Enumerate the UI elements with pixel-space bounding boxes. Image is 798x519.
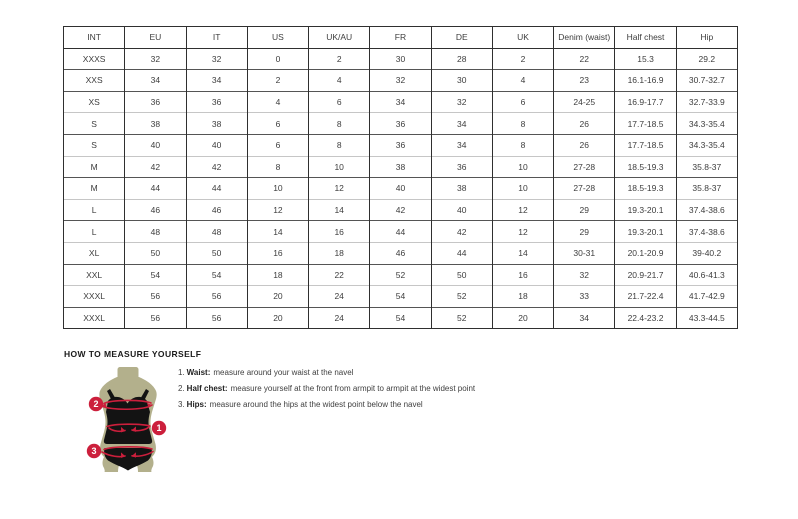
table-cell: 36	[125, 91, 186, 113]
table-cell: 44	[370, 221, 431, 243]
table-cell: 52	[370, 264, 431, 286]
table-cell: L	[64, 221, 125, 243]
table-cell: 50	[431, 264, 492, 286]
table-cell: 12	[247, 199, 308, 221]
table-cell: 52	[431, 307, 492, 329]
table-cell: 37.4-38.6	[676, 221, 737, 243]
table-cell: 16	[309, 221, 370, 243]
table-cell: 22	[309, 264, 370, 286]
table-cell: 24-25	[554, 91, 615, 113]
table-cell: 18	[309, 242, 370, 264]
table-cell: 34	[370, 91, 431, 113]
table-cell: 29.2	[676, 48, 737, 70]
step-label: Waist:	[186, 368, 211, 377]
table-cell: 8	[247, 156, 308, 178]
size-chart-table	[63, 26, 738, 329]
table-cell: 27-28	[554, 178, 615, 200]
table-cell: 20	[492, 307, 553, 329]
chest-badge-number: 2	[93, 399, 99, 410]
table-cell: 14	[492, 242, 553, 264]
table-cell: 12	[492, 199, 553, 221]
table-cell: 54	[370, 307, 431, 329]
table-cell: 10	[492, 178, 553, 200]
table-cell: 24	[309, 307, 370, 329]
table-cell: 29	[554, 221, 615, 243]
table-cell: 15.3	[615, 48, 676, 70]
table-row	[64, 199, 738, 221]
column-header: FR	[370, 27, 431, 49]
table-cell: 20.9-21.7	[615, 264, 676, 286]
step-number: 3.	[178, 400, 185, 409]
table-cell: 32	[370, 70, 431, 92]
step-number: 1.	[178, 368, 185, 377]
table-cell: 35.8-37	[676, 156, 737, 178]
table-cell: 10	[309, 156, 370, 178]
table-cell: 0	[247, 48, 308, 70]
table-cell: 38	[370, 156, 431, 178]
step-label: Half chest:	[186, 384, 228, 393]
table-cell: 26	[554, 113, 615, 135]
table-cell: 4	[492, 70, 553, 92]
table-cell: 18.5-19.3	[615, 178, 676, 200]
table-cell: 54	[186, 264, 247, 286]
table-cell: 50	[186, 242, 247, 264]
table-cell: 24	[309, 286, 370, 308]
column-header: EU	[125, 27, 186, 49]
table-cell: 8	[492, 134, 553, 156]
table-cell: 56	[186, 307, 247, 329]
column-header: UK/AU	[309, 27, 370, 49]
table-cell: XL	[64, 242, 125, 264]
table-cell: S	[64, 134, 125, 156]
table-cell: 44	[431, 242, 492, 264]
step-number: 2.	[178, 384, 185, 393]
table-cell: 33	[554, 286, 615, 308]
step-text: measure around your waist at the navel	[213, 368, 354, 377]
table-row	[64, 134, 738, 156]
table-cell: 34	[431, 134, 492, 156]
column-header: UK	[492, 27, 553, 49]
size-chart-header-row	[64, 27, 738, 49]
waist-badge	[152, 421, 166, 435]
table-cell: 40	[370, 178, 431, 200]
table-cell: 2	[492, 48, 553, 70]
measure-instructions-list	[178, 368, 598, 416]
table-cell: 21.7-22.4	[615, 286, 676, 308]
table-cell: M	[64, 156, 125, 178]
measure-section-title: HOW TO MEASURE YOURSELF	[64, 349, 202, 359]
column-header: US	[247, 27, 308, 49]
waist-badge-number: 1	[156, 423, 162, 434]
table-cell: 46	[370, 242, 431, 264]
table-cell: 19.3-20.1	[615, 199, 676, 221]
table-cell: 36	[431, 156, 492, 178]
table-cell: 32	[431, 91, 492, 113]
column-header: Denim (waist)	[554, 27, 615, 49]
table-cell: S	[64, 113, 125, 135]
table-cell: 44	[125, 178, 186, 200]
table-cell: 26	[554, 134, 615, 156]
table-cell: 50	[125, 242, 186, 264]
table-cell: 2	[309, 48, 370, 70]
column-header: IT	[186, 27, 247, 49]
table-cell: 30-31	[554, 242, 615, 264]
table-cell: 38	[186, 113, 247, 135]
table-cell: 56	[186, 286, 247, 308]
table-cell: XXXL	[64, 307, 125, 329]
table-row	[64, 91, 738, 113]
table-cell: 37.4-38.6	[676, 199, 737, 221]
mannequin-measurement-figure	[80, 366, 176, 492]
table-cell: 28	[431, 48, 492, 70]
table-cell: 4	[309, 70, 370, 92]
table-cell: 6	[492, 91, 553, 113]
hips-badge-number: 3	[91, 446, 97, 457]
hips-badge	[87, 444, 101, 458]
table-cell: 43.3-44.5	[676, 307, 737, 329]
table-cell: 6	[247, 113, 308, 135]
table-cell: 20	[247, 286, 308, 308]
table-cell: 32.7-33.9	[676, 91, 737, 113]
table-cell: 32	[554, 264, 615, 286]
table-cell: XXXS	[64, 48, 125, 70]
column-header: Half chest	[615, 27, 676, 49]
table-row	[64, 286, 738, 308]
column-header: DE	[431, 27, 492, 49]
table-cell: 6	[309, 91, 370, 113]
table-cell: 34.3-35.4	[676, 134, 737, 156]
column-header: INT	[64, 27, 125, 49]
table-cell: 35.8-37	[676, 178, 737, 200]
column-header: Hip	[676, 27, 737, 49]
table-cell: 18.5-19.3	[615, 156, 676, 178]
table-row	[64, 221, 738, 243]
table-cell: 22.4-23.2	[615, 307, 676, 329]
table-cell: 20	[247, 307, 308, 329]
table-cell: XXS	[64, 70, 125, 92]
table-cell: 6	[247, 134, 308, 156]
table-cell: 30.7-32.7	[676, 70, 737, 92]
table-cell: 48	[125, 221, 186, 243]
table-cell: 10	[247, 178, 308, 200]
table-cell: 8	[309, 134, 370, 156]
table-cell: L	[64, 199, 125, 221]
table-row	[64, 113, 738, 135]
table-cell: 40.6-41.3	[676, 264, 737, 286]
table-cell: 44	[186, 178, 247, 200]
step-text: measure yourself at the front from armpit to armpit at the widest point	[230, 384, 476, 393]
table-cell: XXXL	[64, 286, 125, 308]
table-row	[64, 264, 738, 286]
table-cell: 14	[309, 199, 370, 221]
table-cell: 12	[309, 178, 370, 200]
table-row	[64, 178, 738, 200]
measure-step	[178, 384, 598, 393]
step-label: Hips:	[186, 400, 207, 409]
table-row	[64, 48, 738, 70]
table-cell: 16	[247, 242, 308, 264]
table-cell: 42	[370, 199, 431, 221]
table-cell: 16	[492, 264, 553, 286]
table-cell: 8	[492, 113, 553, 135]
mannequin-illustration-icon	[80, 366, 176, 492]
table-cell: 48	[186, 221, 247, 243]
table-cell: 34	[186, 70, 247, 92]
table-cell: 38	[125, 113, 186, 135]
step-text: measure around the hips at the widest point below the navel	[209, 400, 423, 409]
table-cell: 34	[554, 307, 615, 329]
table-cell: XS	[64, 91, 125, 113]
table-cell: 34.3-35.4	[676, 113, 737, 135]
table-cell: 40	[431, 199, 492, 221]
table-cell: 46	[125, 199, 186, 221]
table-cell: 42	[186, 156, 247, 178]
table-cell: 2	[247, 70, 308, 92]
table-cell: 19.3-20.1	[615, 221, 676, 243]
table-cell: 36	[370, 134, 431, 156]
table-row	[64, 242, 738, 264]
table-cell: 56	[125, 307, 186, 329]
table-cell: 40	[125, 134, 186, 156]
table-cell: 34	[431, 113, 492, 135]
table-cell: 12	[492, 221, 553, 243]
table-cell: 42	[125, 156, 186, 178]
table-cell: 52	[431, 286, 492, 308]
table-cell: 36	[370, 113, 431, 135]
table-cell: 27-28	[554, 156, 615, 178]
table-cell: 30	[370, 48, 431, 70]
table-cell: 36	[186, 91, 247, 113]
table-cell: 29	[554, 199, 615, 221]
table-cell: 34	[125, 70, 186, 92]
table-cell: 56	[125, 286, 186, 308]
table-cell: 20.1-20.9	[615, 242, 676, 264]
table-cell: 41.7-42.9	[676, 286, 737, 308]
table-cell: 4	[247, 91, 308, 113]
table-cell: 54	[125, 264, 186, 286]
table-cell: 46	[186, 199, 247, 221]
table-cell: 10	[492, 156, 553, 178]
table-row	[64, 307, 738, 329]
table-cell: 32	[186, 48, 247, 70]
table-cell: 30	[431, 70, 492, 92]
table-cell: XXL	[64, 264, 125, 286]
table-row	[64, 156, 738, 178]
table-cell: 54	[370, 286, 431, 308]
table-cell: 23	[554, 70, 615, 92]
table-cell: 22	[554, 48, 615, 70]
table-cell: 14	[247, 221, 308, 243]
table-row	[64, 70, 738, 92]
table-cell: 18	[492, 286, 553, 308]
table-cell: 42	[431, 221, 492, 243]
table-cell: 16.1-16.9	[615, 70, 676, 92]
table-cell: 32	[125, 48, 186, 70]
table-cell: 16.9-17.7	[615, 91, 676, 113]
table-cell: 17.7-18.5	[615, 113, 676, 135]
chest-badge	[89, 397, 103, 411]
measure-step	[178, 400, 598, 409]
table-cell: 18	[247, 264, 308, 286]
table-cell: 40	[186, 134, 247, 156]
measure-step	[178, 368, 598, 377]
table-cell: M	[64, 178, 125, 200]
table-cell: 8	[309, 113, 370, 135]
table-cell: 39-40.2	[676, 242, 737, 264]
table-cell: 38	[431, 178, 492, 200]
table-cell: 17.7-18.5	[615, 134, 676, 156]
